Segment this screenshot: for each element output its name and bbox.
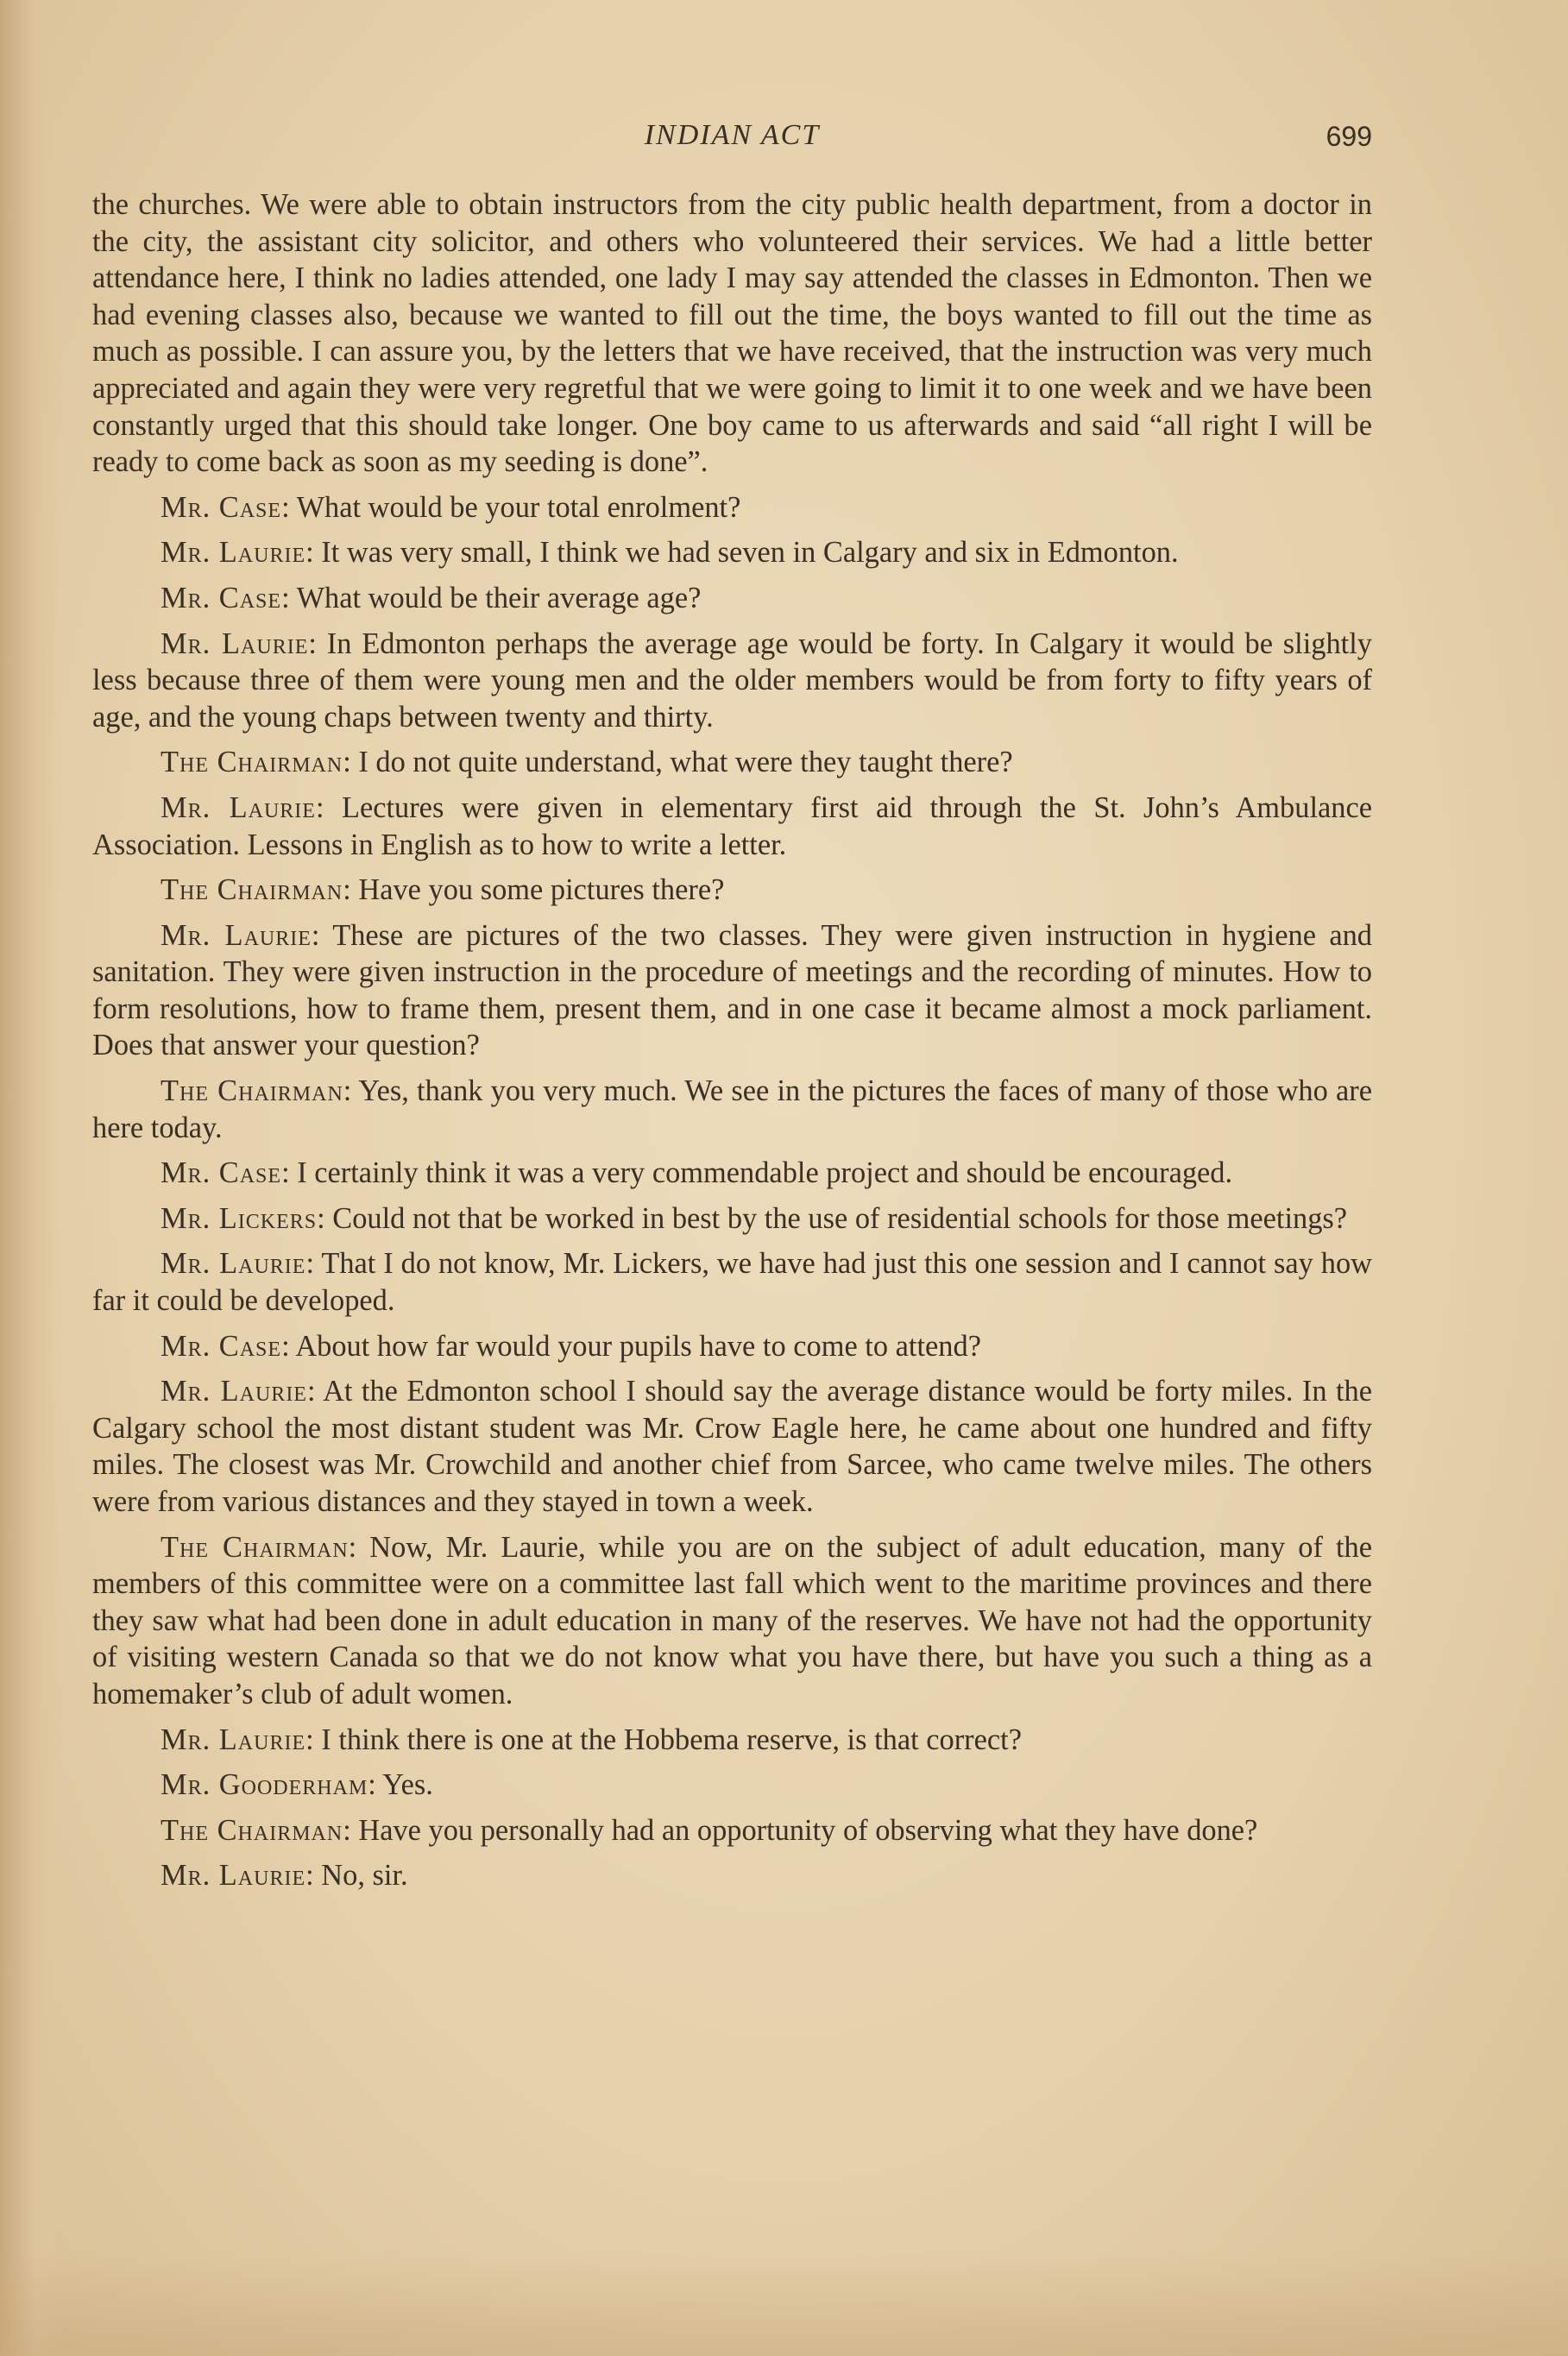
paragraph-text: Could not that be worked in best by the use of residential schools for those meetings?	[324, 1201, 1348, 1235]
speaker-name: Mr. Laurie	[161, 918, 312, 952]
paragraph: Mr. Lickers: Could not that be worked in best by the use of residential schools for those meetings?	[161, 1201, 1348, 1235]
paragraph: Mr. Case: About how far would your pupils have to come to attend?	[161, 1329, 981, 1363]
speaker-name: Mr. Laurie	[161, 536, 306, 570]
paragraph: The Chairman: Have you some pictures there?	[161, 873, 725, 907]
speaker-name: Mr. Laurie	[161, 1859, 306, 1893]
paragraph-text: No, sir.	[313, 1859, 408, 1893]
paragraph: Mr. Laurie: It was very small, I think we had seven in Calgary and six in Edmonton.	[161, 536, 1179, 570]
page-header	[92, 119, 1372, 161]
paragraph-text: Yes.	[375, 1768, 433, 1802]
speaker-name: The Chairman	[161, 1074, 343, 1108]
speaker-name: Mr. Laurie	[161, 791, 316, 824]
paragraph: Mr. Gooderham: Yes.	[161, 1768, 433, 1802]
paragraph-text: That I do not know, Mr. Lickers, we have had just this one session and I cannot say how far it could be developed.	[92, 1247, 1372, 1318]
paragraph: Mr. Case: What would be your total enrolment?	[161, 490, 741, 524]
paragraph: Mr. Laurie: Lectures were given in elementary first aid through the St. John’s Ambulance Association. Lessons in English as to how to write a letter.	[92, 791, 1372, 861]
page-number: 699	[1326, 121, 1372, 152]
speaker-name: Mr. Case	[161, 1329, 282, 1363]
paragraph-text: the churches. We were able to obtain instructors from the city public health department, from a doctor in the city, the assistant city solicitor, and others who volunteered their services. We had a little better attendance here, I think no ladies attended, one lady I may say attended the classes in Edmonton. Then we had evening classes also, because we wanted to fill out the time, the boys wanted to fill out the time as much as possible. I can assure you, by the letters that we have received, that the instruction was very much appreciated and again they were very regretful that we were going to limit it to one week and we have been constantly urged that this should take longer. One boy came to us afterwards and said “all right I will be ready to come back as soon as my seeding is done”.	[92, 188, 1372, 479]
paragraph: Mr. Laurie: At the Edmonton school I should say the average distance would be forty miles. In the Calgary school the most distant student was Mr. Crow Eagle here, he came about one hundred and fifty miles. The closest was Mr. Crowchild and another chief from Sarcee, who came twelve miles. The others were from various distances and they stayed in town a week.	[92, 1375, 1372, 1518]
paragraph-text: What would be their average age?	[289, 581, 702, 614]
paragraph: The Chairman: Yes, thank you very much. We see in the pictures the faces of many of those who are here today.	[92, 1074, 1372, 1144]
paragraph-text: These are pictures of the two classes. They were given instruction in hygiene and sanitation. They were given instruction in the procedure of meetings and the recording of minutes. How to form resolutions, how to frame them, present them, and in one case it became almost a mock parliament. Does that answer your question?	[92, 918, 1372, 1062]
paragraph-text: Yes, thank you very much. We see in the pictures the faces of many of those who are here today.	[92, 1074, 1372, 1144]
paragraph-text: It was very small, I think we had seven in Calgary and six in Edmonton.	[313, 536, 1179, 570]
paragraph: Mr. Laurie: I think there is one at the Hobbema reserve, is that correct?	[161, 1723, 1022, 1756]
paragraph: Mr. Laurie: These are pictures of the two classes. They were given instruction in hygiene and sanitation. They were given instruction in the procedure of meetings and the recording of minutes. How to form resolutions, how to frame them, present them, and in one case it became almost a mock parliament. Does that answer your question?	[92, 918, 1372, 1062]
paragraph-text: What would be your total enrolment?	[289, 490, 741, 524]
paragraph: The Chairman: Have you personally had an opportunity of observing what they have done?	[161, 1813, 1258, 1847]
speaker-name: The Chairman	[161, 873, 343, 907]
speaker-name: Mr. Case	[161, 490, 282, 524]
page-edge-shadow	[0, 0, 60, 2356]
paragraph-text: Have you personally had an opportunity of observing what they have done?	[350, 1813, 1258, 1847]
paragraph-text: Now, Mr. Laurie, while you are on the subject of adult education, many of the members of this committee were on a committee last fall which went to the maritime provinces and there they saw what had been done in adult education in many of the reserves. We have not had the opportunity of visiting western Canada so that we do not know what you have there, but have you such a thing as a homemaker’s club of adult women.	[92, 1530, 1372, 1710]
speaker-name: Mr. Laurie	[161, 1723, 306, 1756]
paragraph-text: Lectures were given in elementary first aid through the St. John’s Ambulance Association. Lessons in English as to how to write a letter.	[92, 791, 1372, 861]
paragraph: Mr. Case: What would be their average age?	[161, 581, 702, 614]
paragraph: Mr. Laurie: No, sir.	[161, 1859, 408, 1893]
paragraph: Mr. Laurie: In Edmonton perhaps the average age would be forty. In Calgary it would be slightly less because three of them were young men and the older members would be from forty to fifty years of age, and the young chaps between twenty and thirty.	[92, 627, 1372, 734]
paragraph: Mr. Case: I certainly think it was a very commendable project and should be encouraged.	[161, 1156, 1233, 1190]
speaker-name: The Chairman	[161, 1530, 349, 1564]
paragraph-text: About how far would your pupils have to come to attend?	[289, 1329, 981, 1363]
paragraph-text: Have you some pictures there?	[350, 873, 725, 907]
paragraph-text: At the Edmonton school I should say the average distance would be forty miles. In the Calgary school the most distant student was Mr. Crow Eagle here, he came about one hundred and fifty miles. The closest was Mr. Crowchild and another chief from Sarcee, who came twelve miles. The others were from various distances and they stayed in town a week.	[92, 1375, 1372, 1518]
paragraph-text: I think there is one at the Hobbema reserve, is that correct?	[313, 1723, 1022, 1756]
paragraph: The Chairman: I do not quite understand, what were they taught there?	[161, 746, 1013, 779]
speaker-name: Mr. Laurie	[161, 627, 309, 660]
paragraph: The Chairman: Now, Mr. Laurie, while you are on the subject of adult education, many of the members of this committee were on a committee last fall which went to the maritime provinces and there they saw what had been done in adult education in many of the reserves. We have not had the opportunity of visiting western Canada so that we do not know what you have there, but have you such a thing as a homemaker’s club of adult women.	[92, 1530, 1372, 1710]
paragraph-text: I certainly think it was a very commendable project and should be encouraged.	[289, 1156, 1233, 1190]
speaker-name: Mr. Laurie	[161, 1247, 306, 1281]
paragraph: Mr. Laurie: That I do not know, Mr. Lickers, we have had just this one session and I cannot say how far it could be developed.	[92, 1247, 1372, 1318]
body-text	[92, 186, 1372, 1903]
speaker-name: The Chairman	[161, 1813, 343, 1847]
speaker-name: Mr. Lickers	[161, 1201, 318, 1235]
running-head: INDIAN ACT	[644, 119, 821, 151]
speaker-name: Mr. Case	[161, 1156, 282, 1190]
speaker-name: Mr. Case	[161, 581, 282, 614]
paragraph-text: I do not quite understand, what were they taught there?	[350, 746, 1013, 779]
paragraph-text: In Edmonton perhaps the average age would be forty. In Calgary it would be slightly less because three of them were young men and the older members would be from forty to fifty years of age, and the young chaps between twenty and thirty.	[92, 627, 1372, 734]
page-bottom-shadow	[0, 2252, 1568, 2356]
speaker-name: Mr. Laurie	[161, 1375, 307, 1408]
paragraph	[92, 186, 1372, 481]
speaker-name: The Chairman	[161, 746, 343, 779]
speaker-name: Mr. Gooderham	[161, 1768, 368, 1802]
